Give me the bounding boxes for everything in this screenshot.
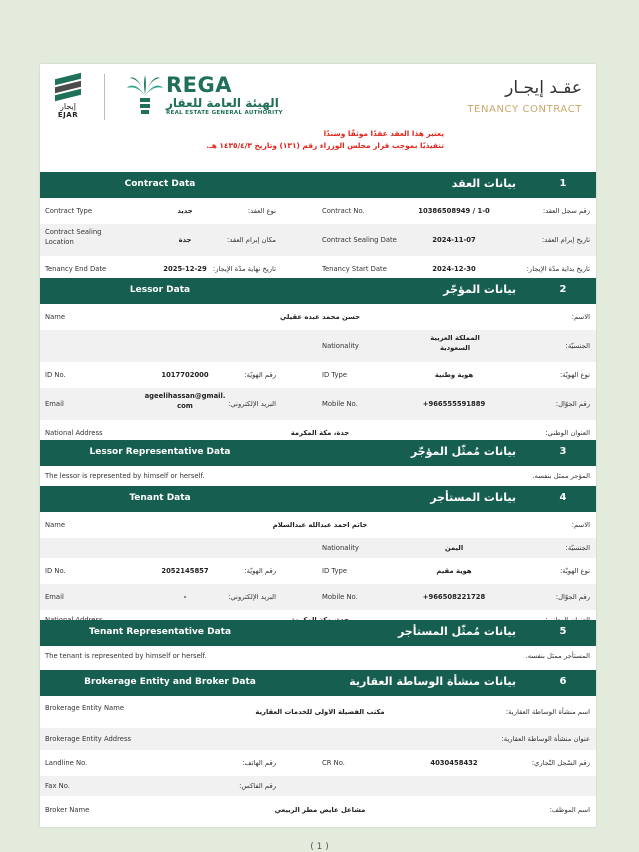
value-broker-name: مشاعل عايض مطر الربيعي (274, 806, 366, 814)
label-cr-no-ar: رقم السّجل التّجاري: (531, 759, 590, 767)
label-national-address-ar: العنوان الوطني: (545, 429, 590, 437)
lessor-rep-note-en: The lessor is represented by himself or herself. (45, 472, 205, 480)
section-title-en: Tenant Representative Data (88, 627, 232, 637)
label-email-ar: البريد الإلكتروني: (228, 400, 276, 408)
document-title-en: TENANCY CONTRACT (467, 104, 582, 115)
section-lessor-representative (40, 440, 596, 484)
label-name-ar: الاسم: (571, 521, 590, 529)
table-row (40, 362, 596, 388)
ejar-logo-icon (55, 74, 81, 100)
label-name: Name (45, 521, 66, 529)
section-title-en: Lessor Representative Data (89, 447, 231, 457)
header-divider (104, 74, 105, 120)
value-lessor-id: 1017702000 (161, 371, 209, 379)
table-row (40, 466, 596, 484)
decree-line-2: تنفيذيًا بموجب قرار مجلس الوزراء رقم (١٣١) وتاريخ ١٤٣٥/٤/٣ هـ. (206, 141, 444, 150)
value-lessor-name: حسن محمد عبده عقيلي (280, 313, 360, 321)
label-nationality: Nationality (322, 342, 359, 350)
label-name-ar: الاسم: (571, 313, 590, 321)
section-number: 1 (559, 178, 567, 189)
table-row (40, 512, 596, 538)
value-lessor-email: ageelihassan@gmail.com (144, 392, 226, 410)
value-tenant-id-type: هوية مقيم (436, 567, 472, 575)
section-contract-data (40, 172, 596, 282)
label-contract-type-ar: نوع العقد: (247, 207, 276, 215)
contract-page (40, 64, 596, 827)
value-lessor-address: جدة، مكة المكرمة (290, 429, 350, 437)
section-header (40, 172, 596, 198)
table-row (40, 696, 596, 728)
label-end-date: Tenancy End Date (45, 265, 107, 273)
label-id-no: ID No. (45, 371, 66, 379)
label-brokerage-entity-ar: اسم منشأة الوساطة العقارية: (505, 708, 590, 716)
value-end-date: 2025-12-29 (163, 265, 207, 273)
section-number: 4 (559, 492, 567, 503)
label-id-no-ar: رقم الهويّة: (244, 371, 276, 379)
table-row (40, 776, 596, 796)
section-title-en: Contract Data (124, 179, 196, 189)
label-nationality-ar: الجنسيّة: (565, 342, 590, 350)
value-start-date: 2024-12-30 (432, 265, 476, 273)
value-sealing-location: جدة (178, 236, 192, 244)
section-title-en: Lessor Data (129, 285, 191, 295)
label-brokerage-address: Brokerage Entity Address (45, 735, 132, 743)
table-row (40, 558, 596, 584)
label-id-type-ar: نوع الهويّة: (559, 567, 590, 575)
label-sealing-date: Contract Sealing Date (322, 236, 397, 244)
label-email: Email (45, 400, 64, 408)
rega-arabic-name: الهيئة العامة للعقار (166, 96, 279, 110)
value-cr-no: 4030458432 (430, 759, 478, 767)
section-header (40, 670, 596, 696)
label-national-address: National Address (45, 429, 103, 437)
table-row (40, 330, 596, 362)
section-lessor-data (40, 278, 596, 446)
label-email-ar: البريد الإلكتروني: (228, 593, 276, 601)
label-mobile-ar: رقم الجوّال: (555, 400, 590, 408)
label-id-no-ar: رقم الهويّة: (244, 567, 276, 575)
section-header (40, 620, 596, 646)
label-sealing-location: Contract Sealing Location (45, 228, 102, 246)
label-sealing-date-ar: تاريخ إبرام العقد: (541, 236, 590, 244)
rega-logo-text (166, 74, 283, 116)
section-number: 6 (559, 676, 567, 687)
value-tenant-nationality: اليمن (444, 544, 464, 552)
label-nationality-ar: الجنسيّة: (565, 544, 590, 552)
label-fax: Fax No. (45, 782, 70, 790)
section-header (40, 278, 596, 304)
table-row (40, 796, 596, 828)
section-header (40, 486, 596, 512)
label-contract-type: Contract Type (45, 207, 93, 215)
section-number: 3 (559, 446, 567, 457)
ejar-logo (51, 74, 85, 119)
page-number: ( 1 ) (310, 842, 329, 852)
section-title-ar: بيانات مُمثّل المؤجّر (410, 445, 516, 458)
section-brokerage-data (40, 670, 596, 828)
ejar-logo-en: EJAR (57, 111, 79, 119)
section-title-ar: بيانات المستأجر (430, 491, 516, 504)
lessor-rep-note-ar: المؤجر ممثل بنفسه. (532, 472, 590, 480)
label-mobile-ar: رقم الجوّال: (555, 593, 590, 601)
value-sealing-date: 2024-11-07 (432, 236, 476, 244)
label-start-date-ar: تاريخ بداية مدّة الإيجار: (526, 265, 590, 273)
section-title-ar: بيانات العقد (451, 177, 516, 190)
section-title-en: Brokerage Entity and Broker Data (84, 677, 256, 687)
label-nationality: Nationality (322, 544, 359, 552)
label-contract-no-ar: رقم سجل العقد: (542, 207, 590, 215)
table-row (40, 304, 596, 330)
value-lessor-nationality: المملكة العربية السعودية (430, 334, 480, 352)
section-tenant-representative (40, 620, 596, 664)
label-contract-no: Contract No. (322, 207, 365, 215)
decree-notice (206, 128, 444, 152)
label-id-type: ID Type (322, 371, 348, 379)
label-id-type-ar: نوع الهويّة: (559, 371, 590, 379)
table-row (40, 584, 596, 610)
value-tenant-id: 2052145857 (161, 567, 209, 575)
section-title-ar: بيانات المؤجّر (443, 283, 516, 296)
decree-line-1: يعتبر هذا العقد عقدًا موثقًا وسندًا (323, 129, 444, 138)
table-row (40, 224, 596, 256)
label-broker-name: Broker Name (45, 806, 90, 814)
section-title-en: Tenant Data (129, 493, 191, 503)
section-number: 5 (559, 626, 567, 637)
table-row (40, 728, 596, 750)
label-email: Email (45, 593, 64, 601)
label-name: Name (45, 313, 66, 321)
label-id-type: ID Type (322, 567, 348, 575)
value-lessor-id-type: هوية وطنية (434, 371, 474, 379)
section-header (40, 440, 596, 466)
ejar-logo-ar: إيجار (60, 102, 76, 111)
label-id-no: ID No. (45, 567, 66, 575)
label-brokerage-address-ar: عنوان منشأة الوساطة العقارية: (501, 735, 590, 743)
value-contract-no: 10386508949 / 1-0 (418, 207, 490, 215)
value-tenant-name: حاتم احمد عبدالله عبدالسلام (272, 521, 368, 529)
rega-word: REGA (166, 73, 233, 97)
section-title-ar: بيانات مُمثّل المستأجر (397, 625, 516, 638)
rega-english-name: REAL ESTATE GENERAL AUTHORITY (166, 110, 283, 116)
document-title-ar: عقـد إيجـار (505, 78, 582, 98)
table-row (40, 646, 596, 664)
table-row (40, 750, 596, 776)
value-brokerage-entity: مكتب الفضيلة الاولى للخدمات العقارية (255, 708, 385, 716)
label-mobile: Mobile No. (322, 593, 358, 601)
section-title-ar: بيانات منشأة الوساطة العقارية (349, 675, 516, 688)
tenant-rep-note-ar: المستأجر ممثل بنفسه. (525, 652, 590, 660)
table-row (40, 198, 596, 224)
section-tenant-data (40, 486, 596, 630)
value-contract-type: جديد (177, 207, 193, 215)
section-number: 2 (559, 284, 567, 295)
label-mobile: Mobile No. (322, 400, 358, 408)
label-start-date: Tenancy Start Date (322, 265, 387, 273)
label-landline: Landline No. (45, 759, 88, 767)
value-tenant-mobile: +966508221728 (422, 593, 486, 601)
value-lessor-mobile: +966555591889 (422, 400, 486, 408)
table-row (40, 538, 596, 558)
rega-palm-icon (126, 74, 164, 118)
label-landline-ar: رقم الهاتف: (242, 759, 276, 767)
value-tenant-email: - (183, 593, 187, 601)
label-cr-no: CR No. (322, 759, 345, 767)
tenant-rep-note-en: The tenant is represented by himself or herself. (45, 652, 207, 660)
label-end-date-ar: تاريخ نهاية مدّة الإيجار: (212, 265, 276, 273)
label-sealing-location-ar: مكان إبرام العقد: (227, 236, 276, 244)
label-fax-ar: رقم الفاكس: (239, 782, 276, 790)
label-broker-name-ar: اسم الموظف: (549, 806, 590, 814)
label-brokerage-entity: Brokerage Entity Name (45, 704, 125, 712)
table-row (40, 388, 596, 420)
